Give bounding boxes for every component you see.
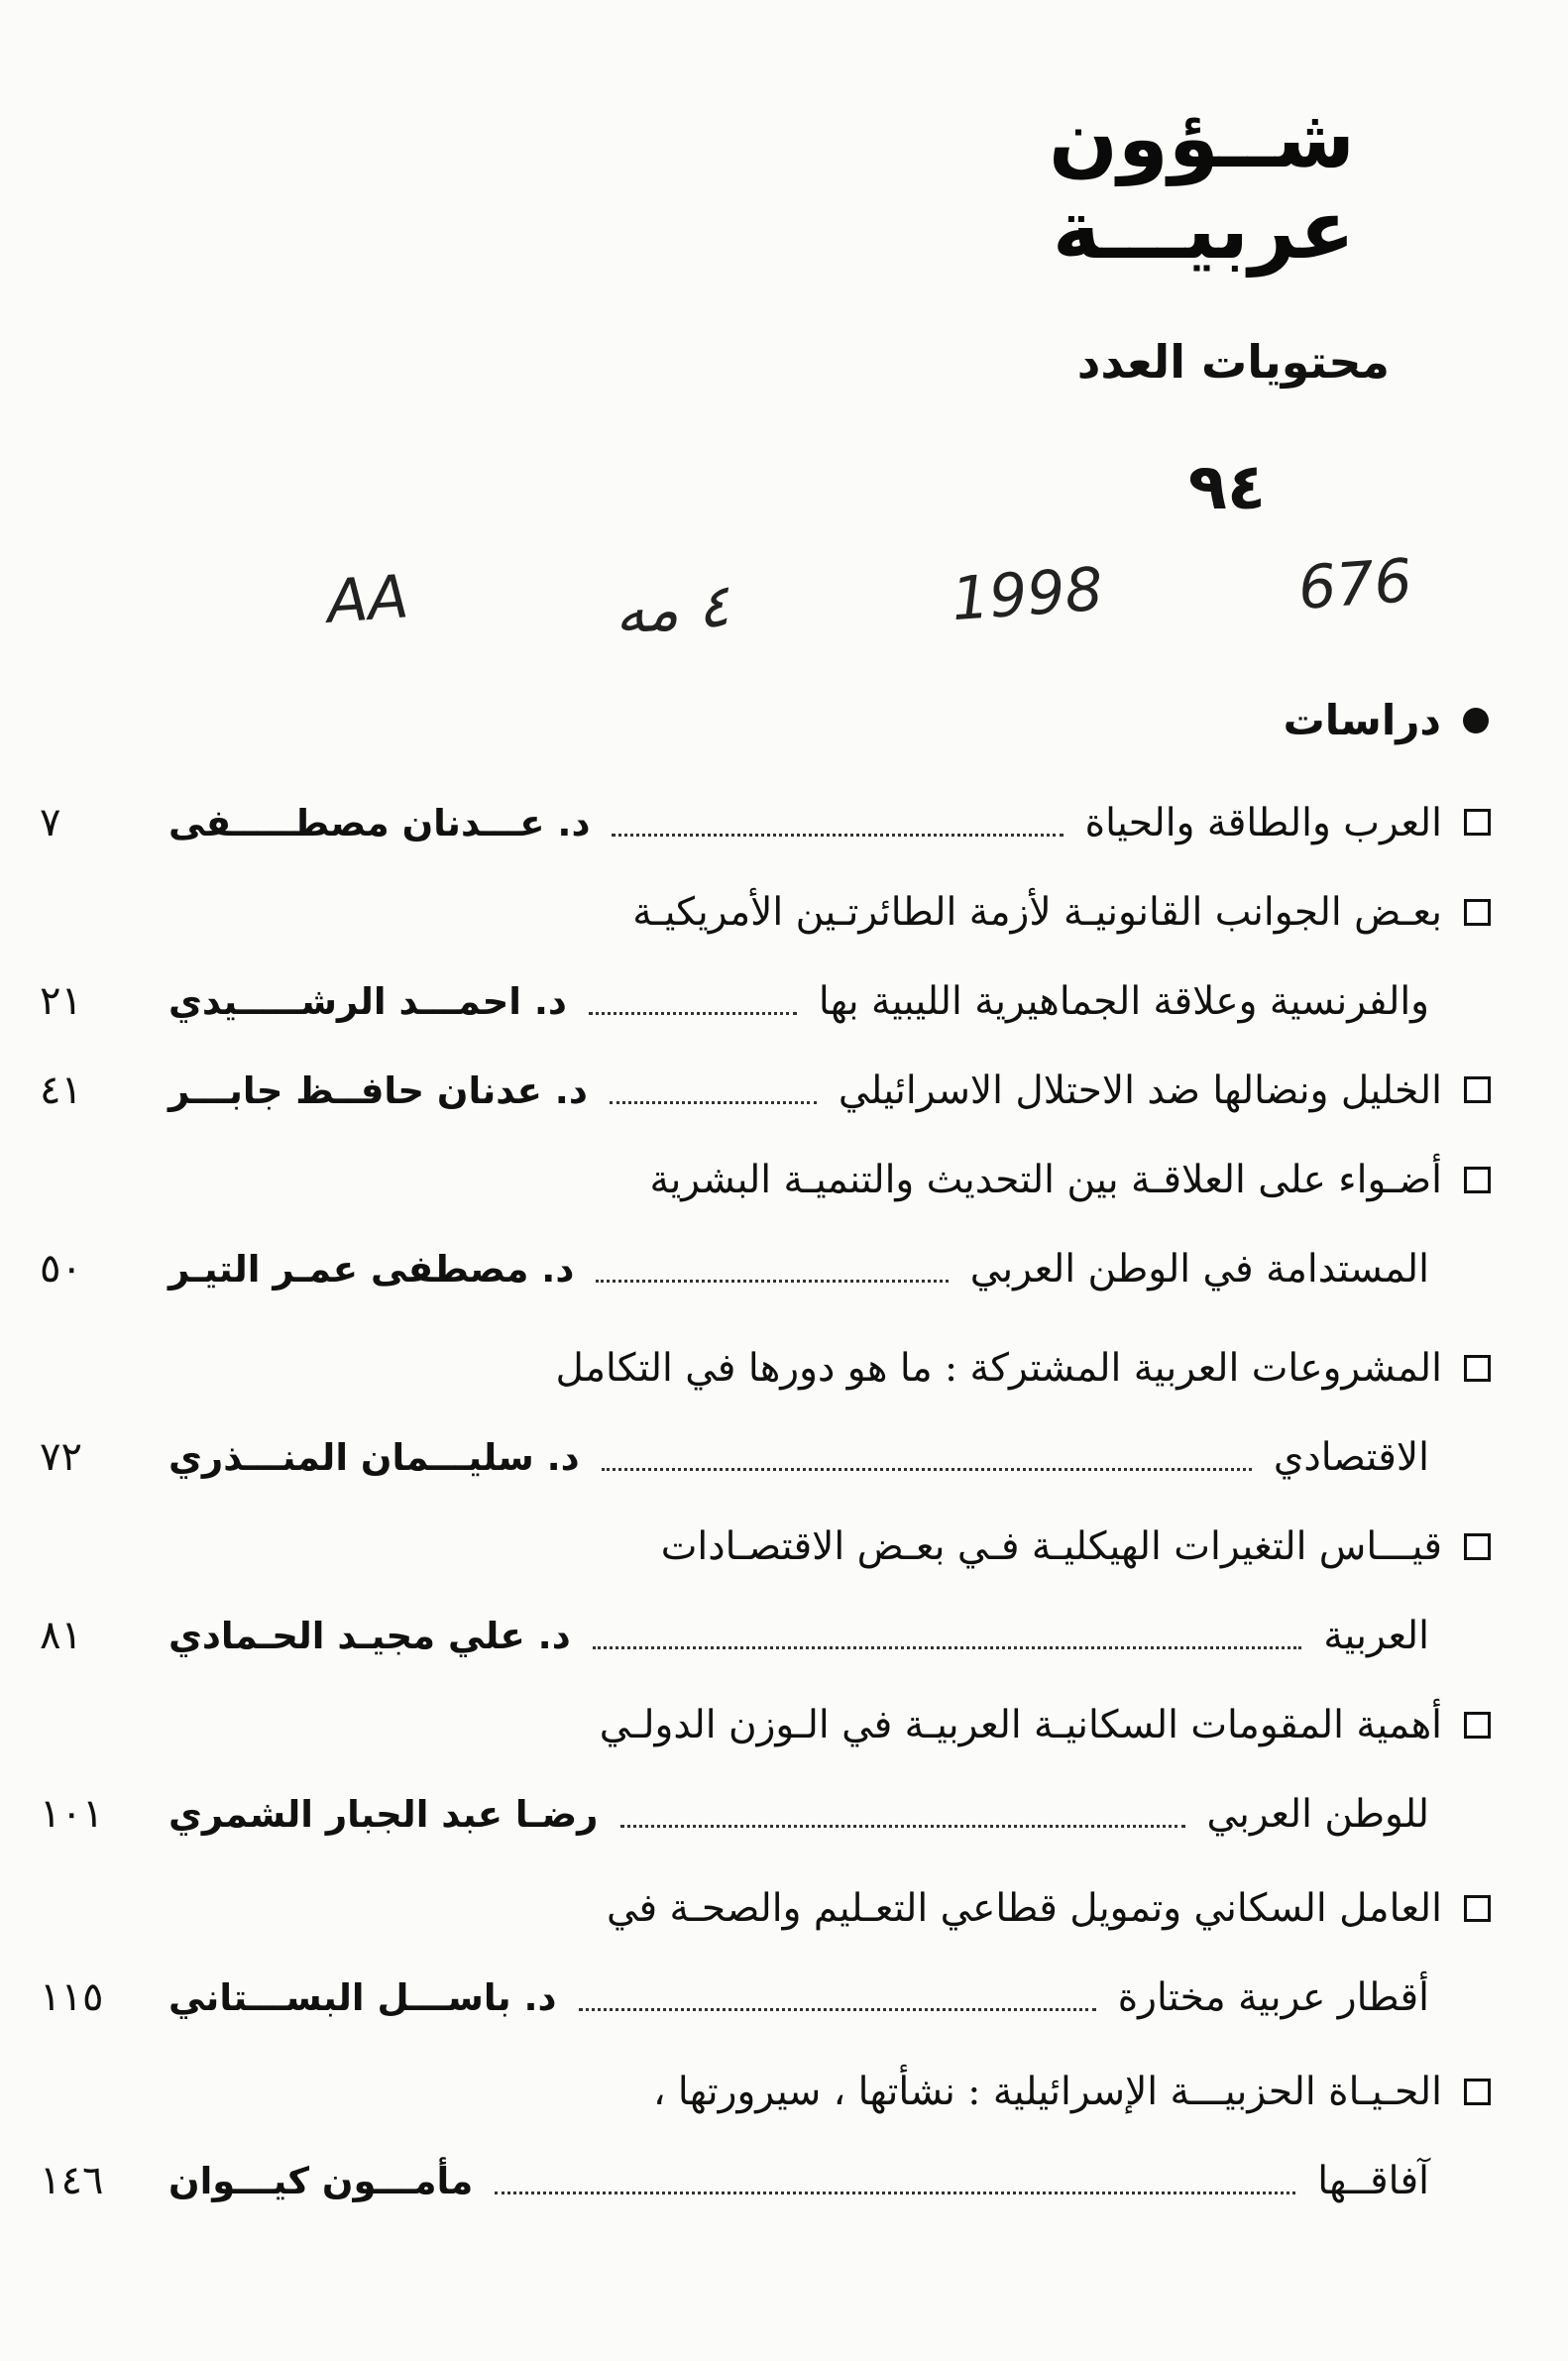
- checkbox-icon: [1464, 1533, 1491, 1560]
- checkbox-icon: [1464, 1712, 1491, 1739]
- toc-title-line: أهمية المقومات السكانيـة العربيـة في الـوزن الدولـي: [600, 1703, 1491, 1747]
- toc-title-line: الحـيـاة الحزبيـــة الإسرائيلية : نشأتها ، سيرورتها ،: [653, 2070, 1491, 2114]
- toc-title-line: أضـواء على العلاقـة بين التحديث والتنميـة البشرية: [650, 1158, 1491, 1202]
- toc-page-number: ١٤٦: [40, 2158, 104, 2203]
- handwritten-year: 1998: [949, 554, 1105, 635]
- checkbox-icon: [1464, 1895, 1491, 1922]
- toc-title-line: الاقتصادي: [1273, 1434, 1429, 1480]
- toc-page-number: ١١٥: [40, 1974, 104, 2020]
- checkbox-icon: [1464, 2079, 1491, 2105]
- leader-dots: [579, 2008, 1096, 2011]
- section-heading: [1284, 696, 1489, 744]
- contents-title: محتويات العدد: [1076, 335, 1390, 389]
- leader-dots: [495, 2192, 1295, 2194]
- toc-title-line: قيـــاس التغيرات الهيكليـة فـي بعـض الاقتصـادات: [661, 1524, 1491, 1569]
- toc-title-line: والفرنسية وعلاقة الجماهيرية الليبية بها: [818, 978, 1429, 1024]
- toc-page-number: ٤١: [40, 1068, 82, 1113]
- toc-title-line: المشروعات العربية المشتركة : ما هو دورها في التكامل: [556, 1346, 1491, 1391]
- toc-author: مأمـــون كيـــوان: [168, 2159, 474, 2202]
- toc-page-number: ٢١: [40, 978, 82, 1024]
- toc-page-number: ١٠١: [40, 1791, 104, 1837]
- toc-entry[interactable]: [40, 2047, 1491, 2225]
- toc-author: رضـا عبد الجبار الشمري: [168, 1792, 599, 1836]
- toc-title-line: العرب والطاقة والحياة: [1085, 801, 1491, 845]
- bullet-icon: [1463, 708, 1489, 733]
- toc-title-line: أقطار عربية مختارة: [1117, 1974, 1429, 2020]
- toc-author: د. عدنان حافــظ جابـــر: [168, 1068, 588, 1112]
- toc-page-number: ٥٠: [40, 1246, 82, 1292]
- toc-page-number: ٨١: [40, 1613, 82, 1658]
- handwritten-code: AA: [324, 562, 411, 637]
- toc-title-line: بعـض الجوانب القانونيـة لأزمة الطائرتـين الأمريكيـة: [632, 890, 1491, 935]
- toc-page-number: ٧: [40, 800, 61, 845]
- section-title: دراسات: [1283, 696, 1441, 744]
- logo-line-1: شــؤون: [1048, 92, 1355, 186]
- issue-number: ٩٤: [1187, 451, 1266, 524]
- toc-entry[interactable]: [40, 778, 1491, 867]
- toc-title-line: الخليل ونضالها ضد الاحتلال الاسرائيلي: [839, 1068, 1491, 1113]
- checkbox-icon: [1464, 1355, 1491, 1382]
- leader-dots: [612, 834, 1063, 837]
- toc-title-line: العربية: [1323, 1613, 1429, 1658]
- leader-dots: [589, 1012, 797, 1015]
- handwritten-ref: ٤ مه: [612, 571, 731, 648]
- checkbox-icon: [1464, 1167, 1491, 1193]
- toc-entry[interactable]: [40, 1863, 1491, 2042]
- leader-dots: [596, 1280, 948, 1283]
- toc-author: د. باســـل البســـتاني: [168, 1975, 557, 2019]
- toc-entry[interactable]: [40, 1680, 1491, 1858]
- toc-author: د. احمـــد الرشـــــيدي: [168, 979, 567, 1023]
- checkbox-icon: [1464, 1076, 1491, 1103]
- toc-entry[interactable]: [40, 1046, 1491, 1135]
- toc-entry[interactable]: [40, 1135, 1491, 1313]
- toc-author: د. سليـــمان المنـــذري: [168, 1435, 580, 1479]
- toc-entry[interactable]: [40, 1323, 1491, 1502]
- checkbox-icon: [1464, 899, 1491, 926]
- toc-author: د. علي مجيـد الحـمادي: [168, 1614, 571, 1657]
- leader-dots: [610, 1101, 817, 1104]
- toc-entry[interactable]: [40, 867, 1491, 1046]
- toc-entry[interactable]: [40, 1502, 1491, 1680]
- toc-title-line: المستدامة في الوطن العربي: [969, 1246, 1429, 1292]
- checkbox-icon: [1464, 809, 1491, 836]
- toc-title-line: للوطن العربي: [1206, 1791, 1429, 1837]
- toc-author: د. مصطفى عمـر التيـر: [168, 1247, 575, 1291]
- logo-line-2: عربيـــة: [1052, 183, 1355, 278]
- handwritten-number: 676: [1295, 546, 1414, 623]
- magazine-logo: [1048, 92, 1355, 278]
- leader-dots: [593, 1646, 1302, 1649]
- leader-dots: [602, 1468, 1252, 1471]
- toc-title-line: العامل السكاني وتمويل قطاعي التعـليم والصحـة في: [607, 1886, 1491, 1931]
- toc-author: د. عـــدنان مصطـــــفى: [168, 801, 591, 844]
- toc-page-number: ٧٢: [40, 1434, 82, 1480]
- toc-title-line: آفاقــها: [1317, 2158, 1429, 2203]
- leader-dots: [620, 1825, 1185, 1828]
